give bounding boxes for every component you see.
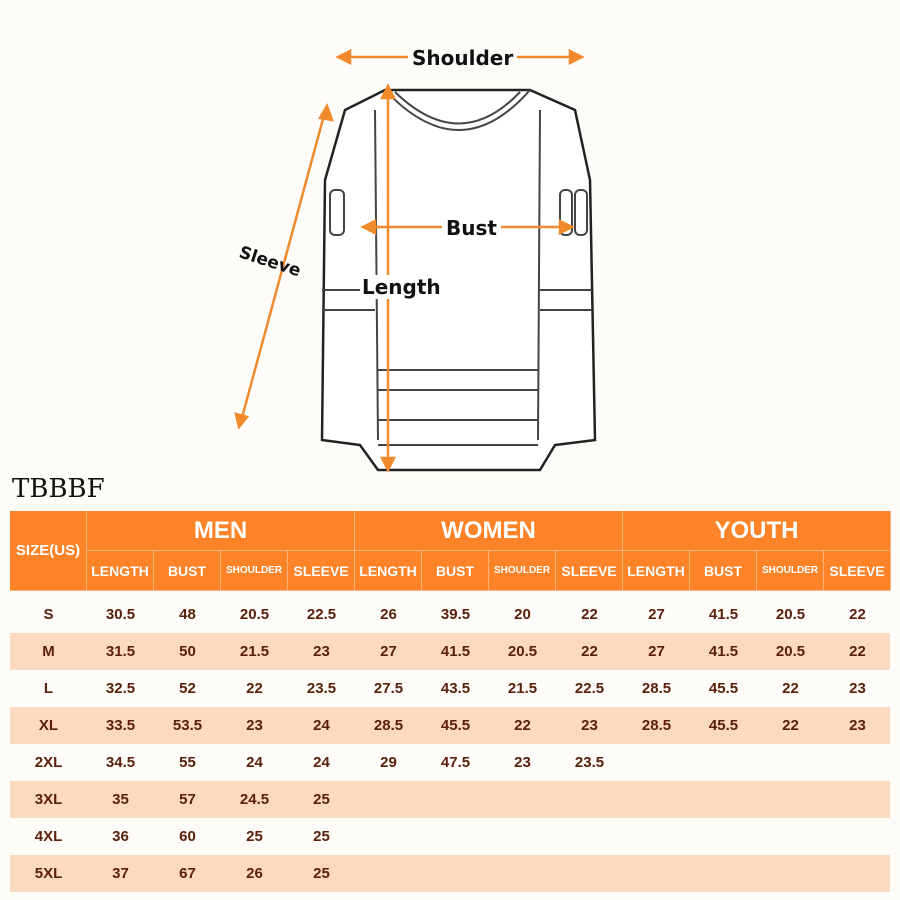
table-row — [10, 744, 890, 781]
women-shoulder-cell — [489, 818, 556, 855]
youth-sleeve-cell: 23 — [849, 717, 866, 734]
table-row — [10, 707, 890, 744]
column-header-youth-shoulder: SHOULDER — [757, 551, 824, 591]
table-row — [10, 596, 890, 633]
brand-name: TBBBF — [12, 474, 105, 504]
youth-bust-cell — [690, 744, 757, 781]
table-row — [10, 781, 890, 818]
women-bust-cell — [422, 855, 489, 892]
women-bust-cell: 41.5 — [440, 643, 471, 660]
women-sleeve-cell — [556, 855, 623, 892]
youth-bust-cell — [690, 855, 757, 892]
size-cell: M — [42, 643, 55, 660]
size-cell: L — [43, 680, 54, 697]
column-header-men-length: LENGTH — [87, 551, 154, 591]
men-sleeve-cell: 25 — [313, 828, 330, 845]
column-header-women-shoulder: SHOULDER — [489, 551, 556, 591]
women-bust-cell: 47.5 — [440, 754, 471, 771]
youth-bust-cell — [690, 818, 757, 855]
youth-length-cell: 27 — [648, 606, 665, 623]
women-sleeve-cell — [556, 818, 623, 855]
column-header-youth-length: LENGTH — [623, 551, 690, 591]
women-length-cell: 27.5 — [373, 680, 404, 697]
youth-shoulder-cell: 20.5 — [775, 606, 806, 623]
column-header-women-bust: BUST — [422, 551, 489, 591]
men-length-cell: 31.5 — [105, 643, 136, 660]
women-sleeve-cell: 22 — [581, 606, 598, 623]
women-shoulder-cell: 20 — [514, 606, 531, 623]
sleeve-label: Sleeve — [236, 242, 304, 282]
youth-length-cell — [623, 744, 690, 781]
women-length-cell: 27 — [380, 643, 397, 660]
women-shoulder-cell: 20.5 — [507, 643, 538, 660]
youth-shoulder-cell — [757, 781, 824, 818]
men-bust-cell: 48 — [179, 606, 196, 623]
men-sleeve-cell: 25 — [313, 791, 330, 808]
women-length-cell — [355, 781, 422, 818]
group-header-women: WOMEN — [355, 511, 623, 551]
men-shoulder-cell: 26 — [246, 865, 263, 882]
youth-length-cell — [623, 818, 690, 855]
column-header-youth-sleeve: SLEEVE — [824, 551, 891, 591]
women-bust-cell: 43.5 — [440, 680, 471, 697]
table-row — [10, 855, 890, 892]
women-length-cell — [355, 818, 422, 855]
size-cell: S — [43, 606, 54, 623]
youth-length-cell: 28.5 — [641, 680, 672, 697]
women-sleeve-cell: 23.5 — [574, 754, 605, 771]
men-length-cell: 37 — [112, 865, 129, 882]
jersey-diagram — [220, 30, 640, 480]
youth-sleeve-cell — [824, 744, 891, 781]
men-sleeve-cell: 25 — [313, 865, 330, 882]
youth-length-cell: 28.5 — [641, 717, 672, 734]
table-row — [10, 633, 890, 670]
men-length-cell: 30.5 — [105, 606, 136, 623]
group-header-men: MEN — [87, 511, 355, 551]
women-length-cell: 26 — [380, 606, 397, 623]
men-length-cell: 32.5 — [105, 680, 136, 697]
column-header-women-sleeve: SLEEVE — [556, 551, 623, 591]
women-sleeve-cell — [556, 781, 623, 818]
men-shoulder-cell: 21.5 — [239, 643, 270, 660]
size-cell: 4XL — [34, 828, 63, 845]
size-cell: XL — [38, 717, 59, 734]
youth-length-cell: 27 — [648, 643, 665, 660]
column-header-women-length: LENGTH — [355, 551, 422, 591]
size-cell: 5XL — [34, 865, 63, 882]
column-header-youth-bust: BUST — [690, 551, 757, 591]
men-shoulder-cell: 22 — [246, 680, 263, 697]
youth-shoulder-cell — [757, 818, 824, 855]
men-bust-cell: 53.5 — [172, 717, 203, 734]
women-shoulder-cell — [489, 781, 556, 818]
youth-bust-cell: 41.5 — [708, 643, 739, 660]
youth-length-cell — [623, 855, 690, 892]
men-bust-cell: 60 — [179, 828, 196, 845]
men-length-cell: 35 — [112, 791, 129, 808]
table-row — [10, 670, 890, 707]
women-sleeve-cell: 22.5 — [574, 680, 605, 697]
youth-sleeve-cell — [824, 818, 891, 855]
size-cell: 2XL — [34, 754, 63, 771]
length-label: Length — [362, 275, 441, 299]
men-length-cell: 34.5 — [105, 754, 136, 771]
men-bust-cell: 67 — [179, 865, 196, 882]
youth-shoulder-cell — [757, 744, 824, 781]
men-shoulder-cell: 24 — [246, 754, 263, 771]
men-shoulder-cell: 20.5 — [239, 606, 270, 623]
men-bust-cell: 50 — [179, 643, 196, 660]
women-length-cell — [355, 855, 422, 892]
youth-bust-cell: 41.5 — [708, 606, 739, 623]
women-bust-cell: 39.5 — [440, 606, 471, 623]
youth-shoulder-cell: 20.5 — [775, 643, 806, 660]
men-length-cell: 36 — [112, 828, 129, 845]
men-bust-cell: 57 — [179, 791, 196, 808]
men-sleeve-cell: 24 — [313, 754, 330, 771]
group-header-youth: YOUTH — [623, 511, 891, 551]
column-header-men-sleeve: SLEEVE — [288, 551, 355, 591]
men-sleeve-cell: 23 — [313, 643, 330, 660]
men-shoulder-cell: 23 — [246, 717, 263, 734]
women-length-cell: 28.5 — [373, 717, 404, 734]
women-shoulder-cell — [489, 855, 556, 892]
youth-sleeve-cell — [824, 781, 891, 818]
size-cell: 3XL — [34, 791, 63, 808]
youth-shoulder-cell: 22 — [782, 717, 799, 734]
women-length-cell: 29 — [380, 754, 397, 771]
youth-sleeve-cell: 22 — [849, 606, 866, 623]
men-shoulder-cell: 24.5 — [239, 791, 270, 808]
shoulder-label: Shoulder — [408, 46, 517, 70]
youth-bust-cell — [690, 781, 757, 818]
column-header-men-bust: BUST — [154, 551, 221, 591]
women-sleeve-cell: 23 — [581, 717, 598, 734]
women-bust-cell: 45.5 — [440, 717, 471, 734]
women-shoulder-cell: 21.5 — [507, 680, 538, 697]
women-sleeve-cell: 22 — [581, 643, 598, 660]
men-sleeve-cell: 22.5 — [306, 606, 337, 623]
youth-shoulder-cell — [757, 855, 824, 892]
column-header-men-shoulder: SHOULDER — [221, 551, 288, 591]
youth-shoulder-cell: 22 — [782, 680, 799, 697]
men-sleeve-cell: 23.5 — [306, 680, 337, 697]
youth-length-cell — [623, 781, 690, 818]
youth-bust-cell: 45.5 — [708, 680, 739, 697]
women-bust-cell — [422, 781, 489, 818]
men-length-cell: 33.5 — [105, 717, 136, 734]
women-shoulder-cell: 22 — [514, 717, 531, 734]
men-bust-cell: 52 — [179, 680, 196, 697]
table-row — [10, 818, 890, 855]
youth-sleeve-cell — [824, 855, 891, 892]
youth-sleeve-cell: 23 — [849, 680, 866, 697]
size-header: SIZE(US) — [10, 511, 87, 591]
women-shoulder-cell: 23 — [514, 754, 531, 771]
youth-bust-cell: 45.5 — [708, 717, 739, 734]
bust-label: Bust — [442, 216, 501, 240]
men-sleeve-cell: 24 — [313, 717, 330, 734]
men-shoulder-cell: 25 — [246, 828, 263, 845]
men-bust-cell: 55 — [179, 754, 196, 771]
women-bust-cell — [422, 818, 489, 855]
youth-sleeve-cell: 22 — [849, 643, 866, 660]
